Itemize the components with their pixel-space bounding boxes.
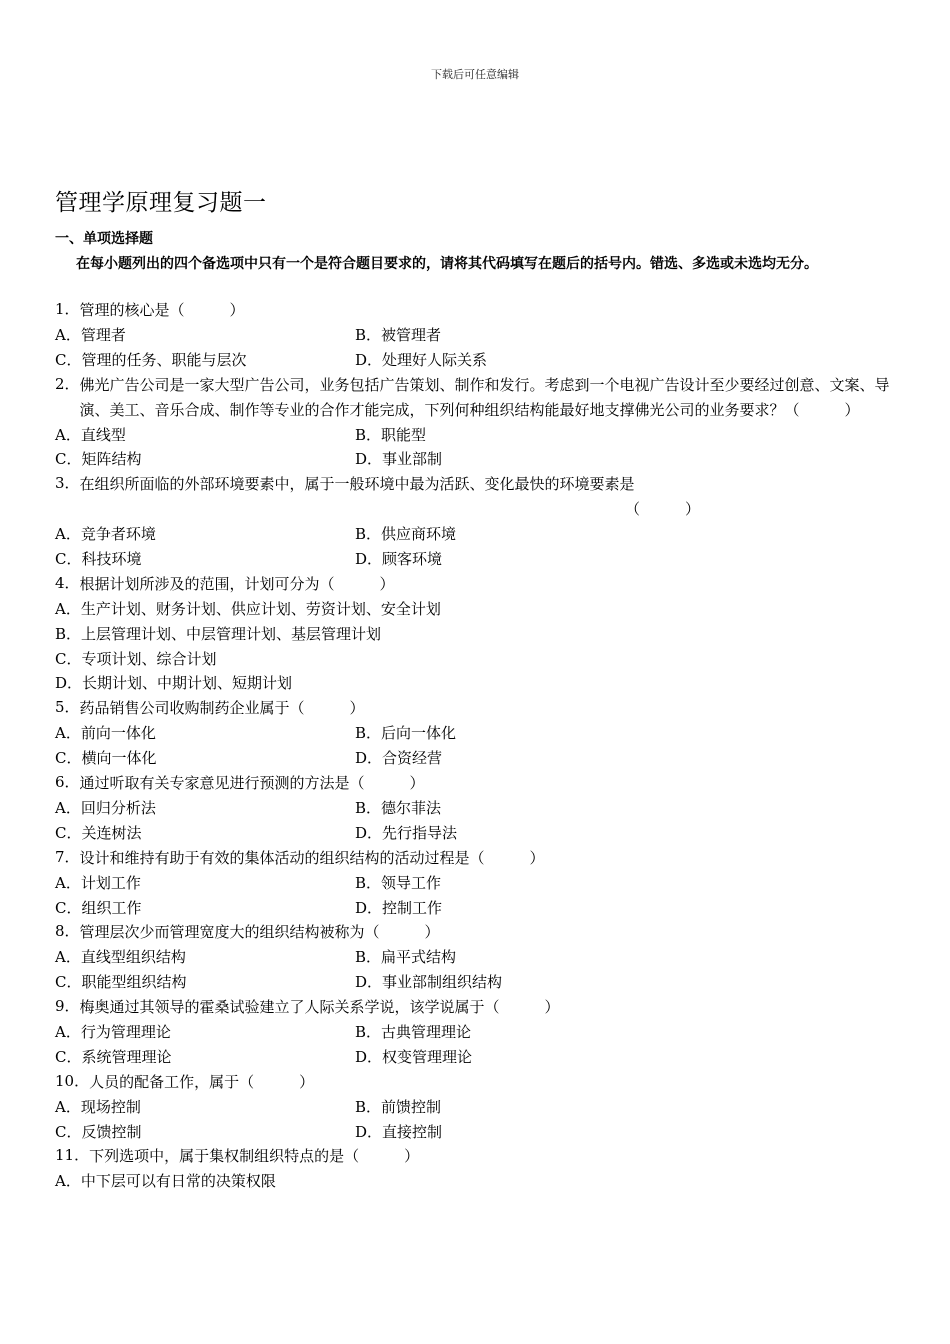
option: B．职能型	[355, 425, 427, 444]
option-row	[55, 1020, 900, 1045]
option: C．关连树法	[55, 823, 142, 842]
question-stem	[55, 1144, 900, 1169]
question-number: 7．	[55, 847, 80, 866]
question-list	[55, 298, 900, 1194]
option: A．竞争者环境	[55, 525, 156, 544]
question-text: 在组织所面临的外部环境要素中，属于一般环境中最为活跃、变化最快的环境要素是	[79, 475, 635, 494]
option: B．后向一体化	[355, 724, 457, 743]
question-number: 11．	[55, 1146, 90, 1165]
question-stem	[55, 472, 900, 497]
question-stem	[55, 920, 900, 945]
option: B．扁平式结构	[355, 948, 457, 967]
question-block	[55, 995, 900, 1070]
option: A．回归分析法	[55, 798, 156, 817]
question-block	[55, 920, 900, 995]
option-row	[55, 945, 900, 970]
question-text: 药品销售公司收购制药企业属于（ ）	[79, 699, 365, 718]
option: B．前馈控制	[355, 1097, 442, 1116]
option: C．反馈控制	[55, 1122, 142, 1141]
option: C．科技环境	[55, 549, 142, 568]
question-block	[55, 472, 900, 572]
option: B．上层管理计划、中层管理计划、基层管理计划	[55, 624, 382, 643]
option: D．顾客环境	[355, 549, 443, 568]
option: C．矩阵结构	[55, 450, 142, 469]
question-number: 10．	[55, 1071, 90, 1090]
option: D．直接控制	[355, 1122, 443, 1141]
question-stem	[55, 572, 900, 597]
option: D．事业部制组织结构	[355, 973, 503, 992]
question-number: 5．	[55, 698, 80, 717]
question-number: 2．	[55, 374, 80, 393]
section-heading: 一、单项选择题	[55, 231, 153, 247]
option: B．德尔菲法	[355, 798, 442, 817]
option: D．合资经营	[355, 749, 443, 768]
option-row	[55, 871, 900, 896]
option-row	[55, 522, 900, 547]
option: B．供应商环境	[355, 525, 457, 544]
question-text: 设计和维持有助于有效的集体活动的组织结构的活动过程是（ ）	[79, 848, 545, 867]
question-number: 9．	[55, 997, 80, 1016]
option: D．控制工作	[355, 898, 443, 917]
option: A．直线型	[55, 425, 126, 444]
question-stem	[55, 846, 900, 871]
option-row	[55, 721, 900, 746]
header-note: 下载后可任意编辑	[431, 68, 519, 81]
option: B．领导工作	[355, 873, 442, 892]
option: B．古典管理理论	[355, 1022, 472, 1041]
option: C．系统管理理论	[55, 1047, 172, 1066]
option-row	[55, 348, 900, 373]
question-block	[55, 572, 900, 696]
document-title: 管理学原理复习题一	[55, 190, 267, 216]
option: A．直线型组织结构	[55, 948, 186, 967]
question-number: 1．	[55, 300, 80, 318]
question-text: 管理的核心是（ ）	[79, 301, 245, 319]
question-block	[55, 771, 900, 846]
option-row	[55, 796, 900, 821]
option-row	[55, 547, 900, 572]
option: C．管理的任务、职能与层次	[55, 350, 247, 369]
section-instructions: 在每小题列出的四个备选项中只有一个是符合题目要求的，请将其代码填写在题后的括号内。错选、多选或未选均无分。	[76, 256, 818, 272]
question-stem	[55, 696, 900, 721]
question-text: 下列选项中，属于集权制组织特点的是（ ）	[89, 1147, 420, 1166]
option-row	[55, 1045, 900, 1070]
option: C．职能型组织结构	[55, 973, 187, 992]
option: D．事业部制	[355, 450, 443, 469]
option: A．现场控制	[55, 1097, 141, 1116]
option: D．先行指导法	[355, 823, 458, 842]
question-text: 梅奥通过其领导的霍桑试验建立了人际关系学说，该学说属于（ ）	[79, 998, 560, 1017]
question-text: 管理层次少而管理宽度大的组织结构被称为（ ）	[79, 923, 440, 942]
option: A．生产计划、财务计划、供应计划、劳资计划、安全计划	[55, 599, 441, 618]
option: A．行为管理理论	[55, 1022, 171, 1041]
option: A．中下层可以有日常的决策权限	[55, 1172, 276, 1191]
option: A．前向一体化	[55, 724, 156, 743]
option-row	[55, 323, 900, 348]
question-number: 6．	[55, 773, 80, 792]
option: B．被管理者	[355, 325, 442, 344]
question-number: 8．	[55, 922, 80, 941]
option-row	[55, 970, 900, 995]
question-number: 4．	[55, 573, 80, 592]
question-block	[55, 696, 900, 771]
option: D．长期计划、中期计划、短期计划	[55, 674, 293, 693]
option-row	[55, 821, 900, 846]
option: A．管理者	[55, 325, 126, 344]
option: D．处理好人际关系	[355, 350, 488, 369]
question-block	[55, 298, 900, 373]
question-text: 人员的配备工作，属于（ ）	[89, 1072, 315, 1091]
question-block	[55, 846, 900, 921]
question-stem	[55, 298, 900, 323]
question-block	[55, 1144, 900, 1194]
option-row	[55, 746, 900, 771]
option-row	[55, 447, 900, 472]
question-stem	[55, 995, 900, 1020]
option: C．组织工作	[55, 898, 142, 917]
question-text: 通过听取有关专家意见进行预测的方法是（ ）	[79, 774, 425, 793]
question-stem	[55, 373, 900, 423]
question-block	[55, 1070, 900, 1145]
question-text: 根据计划所涉及的范围，计划可分为（ ）	[79, 574, 395, 593]
question-stem	[55, 1070, 900, 1095]
option-row	[55, 896, 900, 921]
question-text: 佛光广告公司是一家大型广告公司，业务包括广告策划、制作和发行。考虑到一个电视广告设计至少要经过创意、文案、导演、美工、音乐合成、制作等专业的合作才能完成，下列何种组织结构能最好地支撑佛光公司的业务要求？（ ）	[79, 375, 890, 419]
option-row	[55, 423, 900, 448]
option: A．计划工作	[55, 873, 141, 892]
option-row	[55, 1095, 900, 1120]
option: D．权变管理理论	[355, 1047, 473, 1066]
option: C．横向一体化	[55, 749, 157, 768]
question-stem	[55, 771, 900, 796]
option-row	[55, 1120, 900, 1145]
question-block	[55, 373, 900, 473]
question-number: 3．	[55, 474, 80, 493]
answer-paren: （ ）	[624, 500, 700, 519]
option: C．专项计划、综合计划	[55, 649, 217, 668]
